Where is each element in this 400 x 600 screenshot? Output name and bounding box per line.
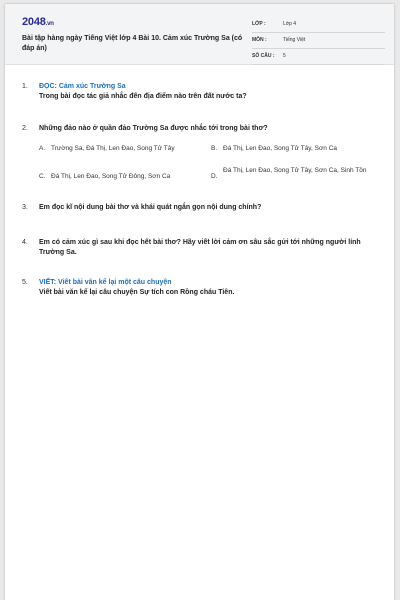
meta-value: 5 [283,53,286,59]
question-text: Trong bài đọc tác giả nhắc đến địa điểm nào trên đất nước ta? [39,93,247,100]
question-text: Viết bài văn kể lại câu chuyện Sự tích con Rồng cháu Tiên. [39,289,235,296]
meta-key: LỚP : [252,21,266,27]
meta-row-subject [252,34,385,49]
worksheet-header [5,4,394,65]
option-letter: D. [211,173,218,180]
question-number: 2. [22,125,28,132]
worksheet-meta [252,18,385,66]
section-title-writing: VIẾT: Viết bài văn kể lại một câu chuyện [39,279,172,286]
question-text: Em đọc kĩ nội dung bài thơ và khái quát ngắn gọn nội dung chính? [39,204,262,211]
option-letter: B. [211,145,218,152]
meta-key: SỐ CÂU : [252,53,275,59]
question-number: 5. [22,279,28,286]
site-logo[interactable]: 2048.vn [22,16,54,28]
meta-value: Tiếng Việt [283,37,306,43]
option-text: Đá Thị, Len Đao, Song Tử Đông, Sơn Ca [51,173,171,180]
section-title-reading: ĐỌC: Cảm xúc Trường Sa [39,83,126,90]
option-letter: C. [39,173,46,180]
option-letter: A. [39,145,46,152]
meta-row-class [252,18,385,33]
option-d[interactable] [211,166,382,188]
question-text: Em có cảm xúc gì sau khi đọc hết bài thơ? Hãy viết lời cảm ơn sâu sắc gửi tới những người lính Trường Sa. [39,239,361,256]
meta-value: Lớp 4 [283,21,297,27]
option-text: Đá Thị, Len Đao, Song Tử Tây, Sơn Ca [223,145,337,152]
meta-row-question-count [252,50,385,65]
question-number: 4. [22,239,28,246]
question-number: 3. [22,204,28,211]
question-number: 1. [22,83,28,90]
question-text: Những đảo nào ở quần đảo Trường Sa được nhắc tới trong bài thơ? [39,125,268,132]
option-text: Đá Thị, Len Đao, Song Tử Tây, Sơn Ca, Sinh Tồn [223,167,367,174]
meta-key: MÔN : [252,37,267,43]
worksheet-title: Bài tập hàng ngày Tiếng Việt lớp 4 Bài 10. Cảm xúc Trường Sa (có đáp án) [22,35,243,52]
option-text: Trường Sa, Đá Thị, Len Đao, Song Tử Tây [51,145,175,152]
worksheet-page [5,4,394,600]
